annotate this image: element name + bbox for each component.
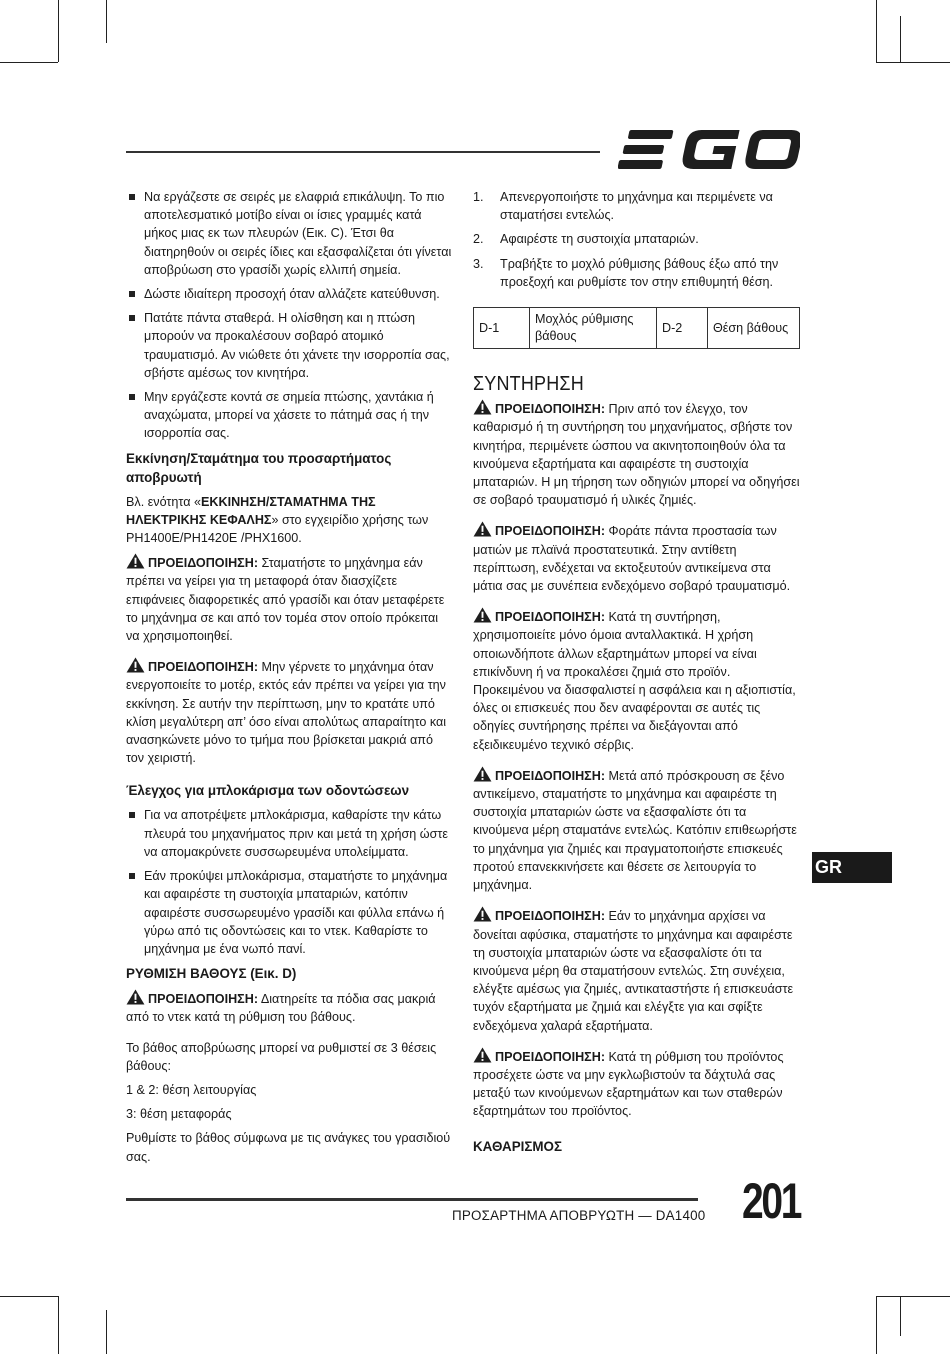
left-column [126,188,452,1172]
crop-mark [900,16,901,62]
bullet-icon [129,873,135,879]
depth-paragraph: 1 & 2: θέση λειτουργίας [126,1082,257,1097]
list-item: 2. Αφαιρέστε τη συστοιχία μπαταριών. [473,232,699,247]
crop-mark [0,62,58,63]
list-item: Να εργάζεστε σε σειρές με ελαφριά επικάλυψη. Το πιο αποτελεσματικό μοτίβο είναι οι ίσιες γραμμές κατά μήκος μιας εκ των πλευρών (Εικ. C). Έτσι θα διατηρηθούν οι σειρές ίδιες και εξασφαλίζεται ότι γίνεται αποβρύωση στο γρασίδι χωρίς ελλιπή σημεία. [126,188,452,279]
list-item: 1. Απενεργοποιήστε το μηχάνημα και περιμένετε να σταματήσει εντελώς. [473,190,773,223]
start-stop-reference: Βλ. ενότητα «ΕΚΚΙΝΗΣΗ/ΣΤΑΜΑΤΗΜΑ ΤΗΣ ΗΛΕΚΤΡΙΚΗΣ ΚΕΦΑΛΗΣ» στο εγχειρίδιο χρήσης των PH1400E/PH1420E /PHX1600. [126,494,429,546]
warning-icon [126,989,145,1005]
crop-mark [876,62,950,63]
warning-paragraph: ΠΡΟΕΙΔΟΠΟΙΗΣΗ: Μετά από πρόσκρουση σε ξένο αντικείμενο, σταματήστε το μηχάνημα και αφαιρέστε τη συστοιχία μπαταριών ώστε να εξασφαλίστε ότι τα κινούμενα μέρη σταματάνε εντελώς. Κατόπιν επιθεωρήστε το μηχάνημα για ζημιές και πραγματοποιήστε επισκευές προτού επανεκκινήσετε και θέσετε σε λειτουργία το μηχάνημα. [473,766,800,894]
maintenance-heading: ΣΥΝΤΗΡΗΣΗ [473,373,584,396]
start-stop-heading: Εκκίνηση/Σταμάτημα του προσαρτήματος αποβρυωτή [126,450,392,485]
warning-paragraph: ΠΡΟΕΙΔΟΠΟΙΗΣΗ: Πριν από τον έλεγχο, τον καθαρισμό ή τη συντήρηση του μηχανήματος, σβήστε τον κινητήρα, περιμένετε ώσπου να ακινητοποιηθούν όλα τα κινούμενα εξαρτήματα και αφαιρέστε τη συστοιχία μπαταριών. Η μη τήρηση των οδηγιών μπορεί να οδηγήσει σε σοβαρό τραυματισμό ή υλικές ζημιές. [473,399,800,509]
crop-mark [0,1296,58,1297]
warning-icon [126,553,145,569]
language-tab: GR [812,852,892,883]
right-column [473,188,800,1162]
footer-rule [126,1198,698,1201]
depth-steps-list [473,188,800,291]
depth-paragraph: Το βάθος αποβρύωσης μπορεί να ρυθμιστεί σε 3 θέσεις βάθους: [126,1040,437,1073]
bullet-icon [129,812,135,818]
warning-paragraph: ΠΡΟΕΙΔΟΠΟΙΗΣΗ: Φοράτε πάντα προστασία των ματιών με πλαϊνά προστατευτικά. Στην αντίθετη περίπτωση, ενδέχεται να εκτοξευτούν αντικείμενα στα μάτια σας με συνέπεια ενδεχόμενο σοβαρό τραυματισμό. [473,521,800,595]
blockage-bullet-list [126,806,452,958]
header-rule [126,151,600,153]
table-row [474,308,800,349]
warning-icon [126,657,145,673]
crop-mark [58,0,59,62]
depth-paragraph: 3: θέση μεταφοράς [126,1107,232,1122]
bullet-icon [129,315,135,321]
blockage-heading: Έλεγχος για μπλοκάρισμα των οδοντώσεων [126,783,410,799]
bullet-icon [129,194,135,200]
list-item: Πατάτε πάντα σταθερά. Η ολίσθηση και η πτώση μπορούν να προκαλέσουν σοβαρό ατομικό τραυματισμό. Αν νιώθετε ότι χάνετε την ισορροπία σας, σβήστε αμέσως τον κινητήρα. [126,309,452,382]
crop-mark [58,1296,59,1354]
table-cell: D-1 [474,308,530,349]
intro-bullet-list [126,188,452,443]
warning-icon [473,1047,492,1063]
warning-paragraph: ΠΡΟΕΙΔΟΠΟΙΗΣΗ: Κατά τη ρύθμιση του προϊόντος προσέχετε ώστε να μην εγκλωβιστούν τα δάχτυλά σας μεταξύ των κινούμενων εξαρτημάτων και των σταθερών εξαρτημάτων του προϊόντος. [473,1047,800,1121]
warning-paragraph: ΠΡΟΕΙΔΟΠΟΙΗΣΗ: Εάν το μηχάνημα αρχίσει να δονείται αφύσικα, σταματήστε το μηχάνημα και αφαιρέστε τη συστοιχία μπαταριών ώστε να εξασφαλίστε ότι τα κινούμενα μέρη θα σταματήσουν εντελώς. Στη συνέχεια, ελέγξτε αμέσως για ζημιές, αντικαταστήστε ή επισκευάστε τυχόν εξαρτήματα με ζημιά και ελέγξτε για και σφίξτε ενδεχόμενα χαλαρά εξαρτήματα. [473,906,800,1034]
crop-mark [900,1296,901,1336]
crop-mark [876,0,877,62]
page-number: 201 [742,1173,801,1229]
crop-mark [876,1296,950,1297]
warning-icon [473,766,492,782]
crop-mark [106,0,107,43]
warning-icon [473,399,492,415]
table-cell: Θέση βάθους [708,308,800,349]
parts-table [473,307,800,349]
cleaning-heading: ΚΑΘΑΡΙΣΜΟΣ [473,1138,563,1154]
list-item: Για να αποτρέψετε μπλοκάρισμα, καθαρίστε την κάτω πλευρά του μηχανήματος πριν και μετά τη χρήση ώστε να απομακρύνετε συσσωρευμένα υπολείμματα. [126,806,452,861]
crop-mark [106,1310,107,1354]
depth-heading: ΡΥΘΜΙΣΗ ΒΑΘΟΥΣ (Εικ. D) [126,966,297,982]
warning-icon [473,521,492,537]
warning-icon [473,607,492,623]
table-cell: Μοχλός ρύθμισης βάθους [530,308,657,349]
list-item: 3. Τραβήξτε το μοχλό ρύθμισης βάθους έξω από την προεξοχή και ρυθμίστε τον στην επιθυμητή θέση. [473,256,779,289]
warning-paragraph: ΠΡΟΕΙΔΟΠΟΙΗΣΗ: Κατά τη συντήρηση, χρησιμοποιείτε μόνο όμοια ανταλλακτικά. Η χρήση οποιωνδήποτε άλλων εξαρτημάτων μπορεί να είναι επικίνδυνη ή να προκαλέσει ζημιά στο προϊόν. Προκειμένου να διασφαλιστεί η ασφάλεια και η αξιοπιστία, όλες οι επισκευές που δεν αναφέρονται σε αυτές τις οδηγίες συντήρησης πρέπει να διεξάγονται από εξειδικευμένο τεχνικό σέρβις. [473,607,800,754]
ego-logo [618,128,800,172]
crop-mark [876,1296,877,1354]
warning-paragraph: ΠΡΟΕΙΔΟΠΟΙΗΣΗ: Μην γέρνετε το μηχάνημα όταν ενεργοποιείτε το μοτέρ, εκτός εάν πρέπει να γείρει για την εκκίνηση. Σε αυτήν την περίπτωση, μην το κρατάτε υπό κλίση μεγαλύτερη απ’ όσο είναι απολύτως απαραίτητο και ανασηκώνετε μόνο το τμήμα που βρίσκεται μακριά από τον χειριστή. [126,657,452,767]
list-item: Εάν προκύψει μπλοκάρισμα, σταματήστε το μηχάνημα και αφαιρέστε τη συστοιχία μπαταριών, κατόπιν αφαιρέστε συσσωρευμένο γρασίδι και φύλλα επάνω ή γύρω από τις οδοντώσεις και το ντεκ. Καθαρίστε το μηχάνημα με ένα νωπό πανί. [126,867,452,958]
warning-paragraph: ΠΡΟΕΙΔΟΠΟΙΗΣΗ: Σταματήστε το μηχάνημα εάν πρέπει να γείρει για τη μεταφορά όταν διασχίζετε επιφάνειες διαφορετικές από γρασίδι και όταν μεταφέρετε το μηχάνημα σε και από τον τομέα στον οποίο πρόκειται να χρησιμοποιηθεί. [126,553,452,645]
list-item: Δώστε ιδιαίτερη προσοχή όταν αλλάζετε κατεύθυνση. [126,285,452,303]
bullet-icon [129,291,135,297]
footer-title: ΠΡΟΣΑΡΤΗΜΑ ΑΠΟΒΡΥΩΤΗ — DA1400 [452,1208,706,1223]
table-cell: D-2 [657,308,708,349]
warning-icon [473,906,492,922]
depth-paragraph: Ρυθμίστε το βάθος σύμφωνα με τις ανάγκες του γρασιδιού σας. [126,1131,451,1164]
bullet-icon [129,394,135,400]
warning-paragraph: ΠΡΟΕΙΔΟΠΟΙΗΣΗ: Διατηρείτε τα πόδια σας μακριά από το ντεκ κατά τη ρύθμιση του βάθους. [126,989,452,1026]
list-item: Μην εργάζεστε κοντά σε σημεία πτώσης, χαντάκια ή αναχώματα, μπορεί να χάσετε το πάτημά σας ή την ισορροπία σας. [126,388,452,443]
